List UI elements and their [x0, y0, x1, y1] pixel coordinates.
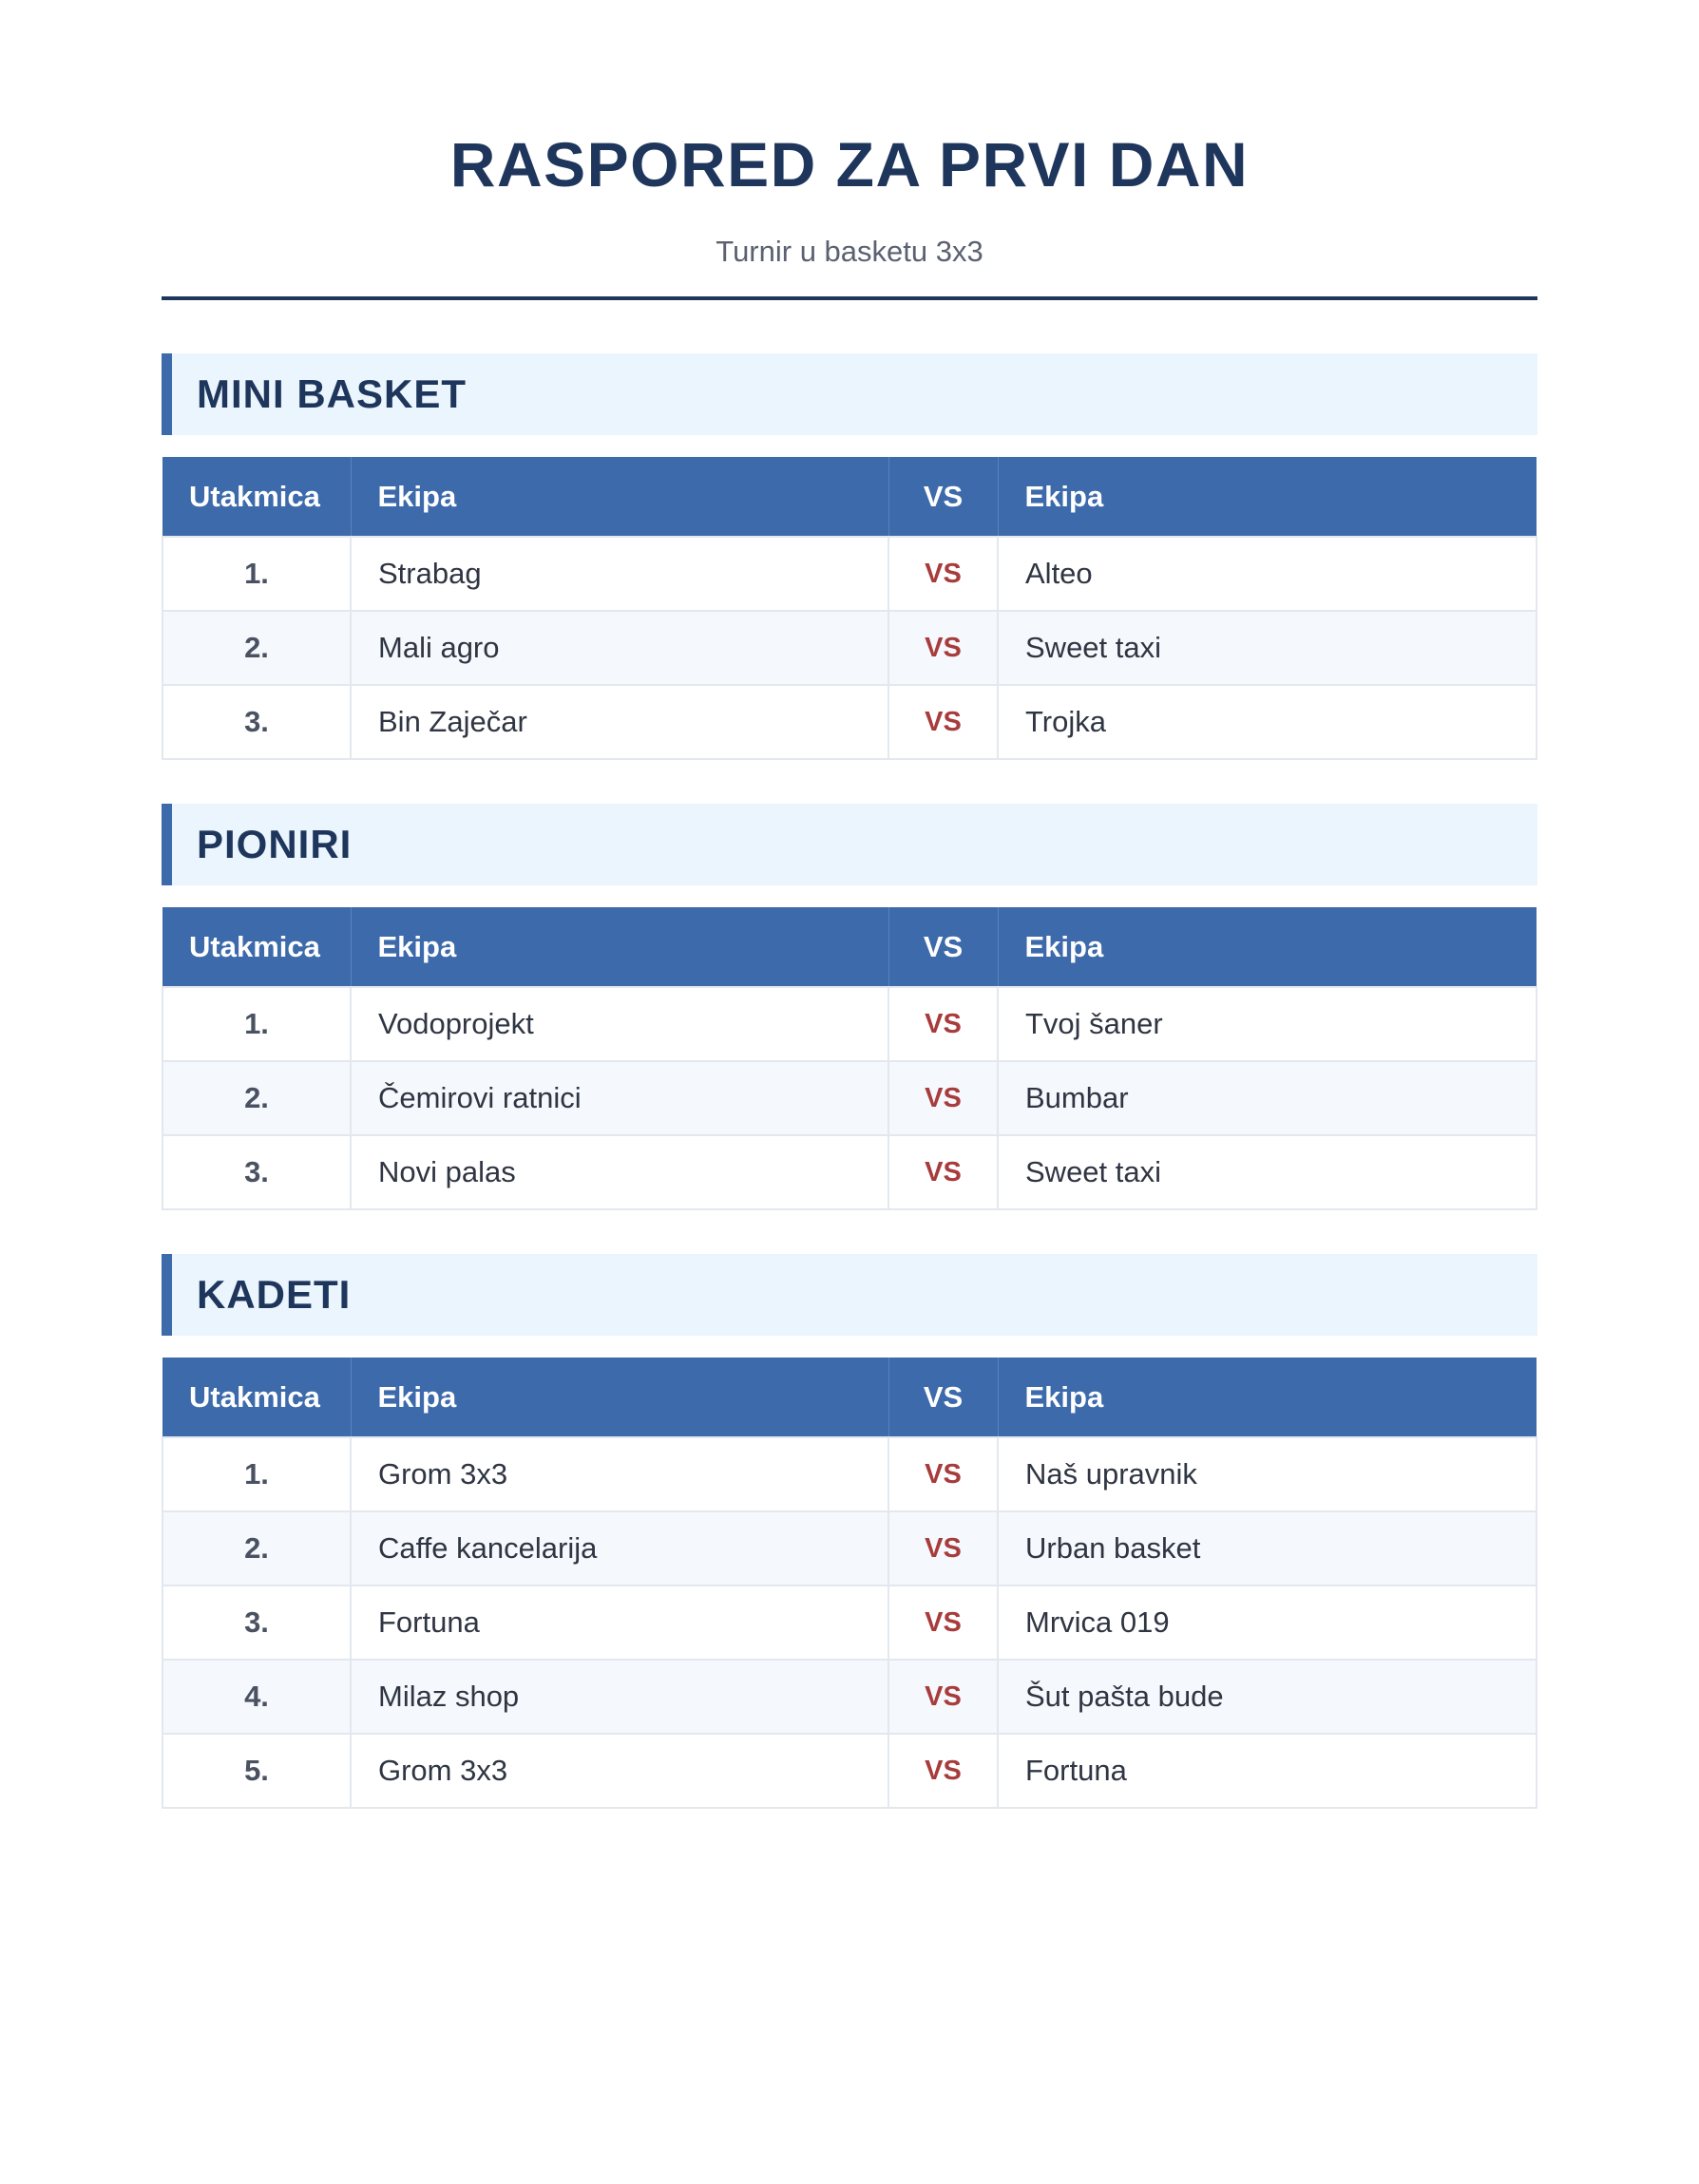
team-b-name: Trojka	[998, 685, 1537, 759]
page-title: RASPORED ZA PRVI DAN	[449, 129, 1250, 199]
match-number: 5.	[162, 1734, 351, 1808]
column-header-team-a: Ekipa	[351, 907, 888, 987]
team-b-name: Sweet taxi	[998, 611, 1537, 685]
vs-label: VS	[888, 1734, 998, 1808]
vs-label: VS	[888, 1061, 998, 1135]
section-title: PIONIRI	[197, 822, 353, 866]
team-a-name: Caffe kancelarija	[351, 1511, 888, 1586]
team-b-name: Tvoj šaner	[998, 987, 1537, 1061]
team-b-name: Mrvica 019	[998, 1586, 1537, 1660]
team-a-name: Novi palas	[351, 1135, 888, 1209]
column-header-team-a: Ekipa	[351, 457, 888, 537]
vs-label: VS	[888, 1586, 998, 1660]
column-header-team-b: Ekipa	[998, 457, 1537, 537]
match-number: 2.	[162, 1511, 351, 1586]
column-header-vs: VS	[888, 1358, 998, 1437]
team-b-name: Naš upravnik	[998, 1437, 1537, 1511]
match-number: 3.	[162, 685, 351, 759]
section-heading	[162, 1254, 1537, 1336]
document-header	[162, 0, 1537, 300]
team-a-name: Grom 3x3	[351, 1437, 888, 1511]
table-row	[162, 1734, 1537, 1808]
match-table	[162, 457, 1537, 760]
vs-label: VS	[888, 611, 998, 685]
team-a-name: Mali agro	[351, 611, 888, 685]
vs-label: VS	[888, 1660, 998, 1734]
table-header-row	[162, 457, 1537, 537]
column-header-match: Utakmica	[162, 1358, 351, 1437]
team-b-name: Šut pašta bude	[998, 1660, 1537, 1734]
table-row	[162, 537, 1537, 611]
match-number: 2.	[162, 611, 351, 685]
table-row	[162, 685, 1537, 759]
table-row	[162, 1061, 1537, 1135]
table-row	[162, 1660, 1537, 1734]
table-row	[162, 1135, 1537, 1209]
match-number: 3.	[162, 1135, 351, 1209]
table-row	[162, 611, 1537, 685]
table-row	[162, 1586, 1537, 1660]
column-header-vs: VS	[888, 457, 998, 537]
column-header-match: Utakmica	[162, 457, 351, 537]
section-heading	[162, 353, 1537, 435]
column-header-team-b: Ekipa	[998, 907, 1537, 987]
section-heading	[162, 804, 1537, 885]
team-b-name: Urban basket	[998, 1511, 1537, 1586]
table-header-row	[162, 907, 1537, 987]
vs-label: VS	[888, 1135, 998, 1209]
vs-label: VS	[888, 537, 998, 611]
team-b-name: Fortuna	[998, 1734, 1537, 1808]
team-a-name: Vodoprojekt	[351, 987, 888, 1061]
vs-label: VS	[888, 1437, 998, 1511]
team-b-name: Bumbar	[998, 1061, 1537, 1135]
column-header-vs: VS	[888, 907, 998, 987]
table-row	[162, 1437, 1537, 1511]
column-header-team-b: Ekipa	[998, 1358, 1537, 1437]
schedule-section	[162, 353, 1537, 760]
table-row	[162, 987, 1537, 1061]
column-header-match: Utakmica	[162, 907, 351, 987]
match-number: 1.	[162, 987, 351, 1061]
team-a-name: Strabag	[351, 537, 888, 611]
table-header-row	[162, 1358, 1537, 1437]
team-b-name: Sweet taxi	[998, 1135, 1537, 1209]
team-a-name: Grom 3x3	[351, 1734, 888, 1808]
team-a-name: Fortuna	[351, 1586, 888, 1660]
header-divider	[162, 296, 1537, 300]
team-a-name: Čemirovi ratnici	[351, 1061, 888, 1135]
match-number: 3.	[162, 1586, 351, 1660]
vs-label: VS	[888, 685, 998, 759]
schedule-section	[162, 1254, 1537, 1809]
match-number: 2.	[162, 1061, 351, 1135]
team-b-name: Alteo	[998, 537, 1537, 611]
schedule-section	[162, 804, 1537, 1210]
page-subtitle: Turnir u basketu 3x3	[716, 235, 983, 268]
table-row	[162, 1511, 1537, 1586]
vs-label: VS	[888, 1511, 998, 1586]
team-a-name: Milaz shop	[351, 1660, 888, 1734]
section-title: KADETI	[197, 1272, 352, 1317]
match-number: 1.	[162, 537, 351, 611]
section-title: MINI BASKET	[197, 371, 467, 416]
match-table	[162, 907, 1537, 1210]
match-number: 4.	[162, 1660, 351, 1734]
team-a-name: Bin Zaječar	[351, 685, 888, 759]
match-table	[162, 1358, 1537, 1809]
match-number: 1.	[162, 1437, 351, 1511]
column-header-team-a: Ekipa	[351, 1358, 888, 1437]
sections-container	[162, 353, 1537, 1809]
vs-label: VS	[888, 987, 998, 1061]
